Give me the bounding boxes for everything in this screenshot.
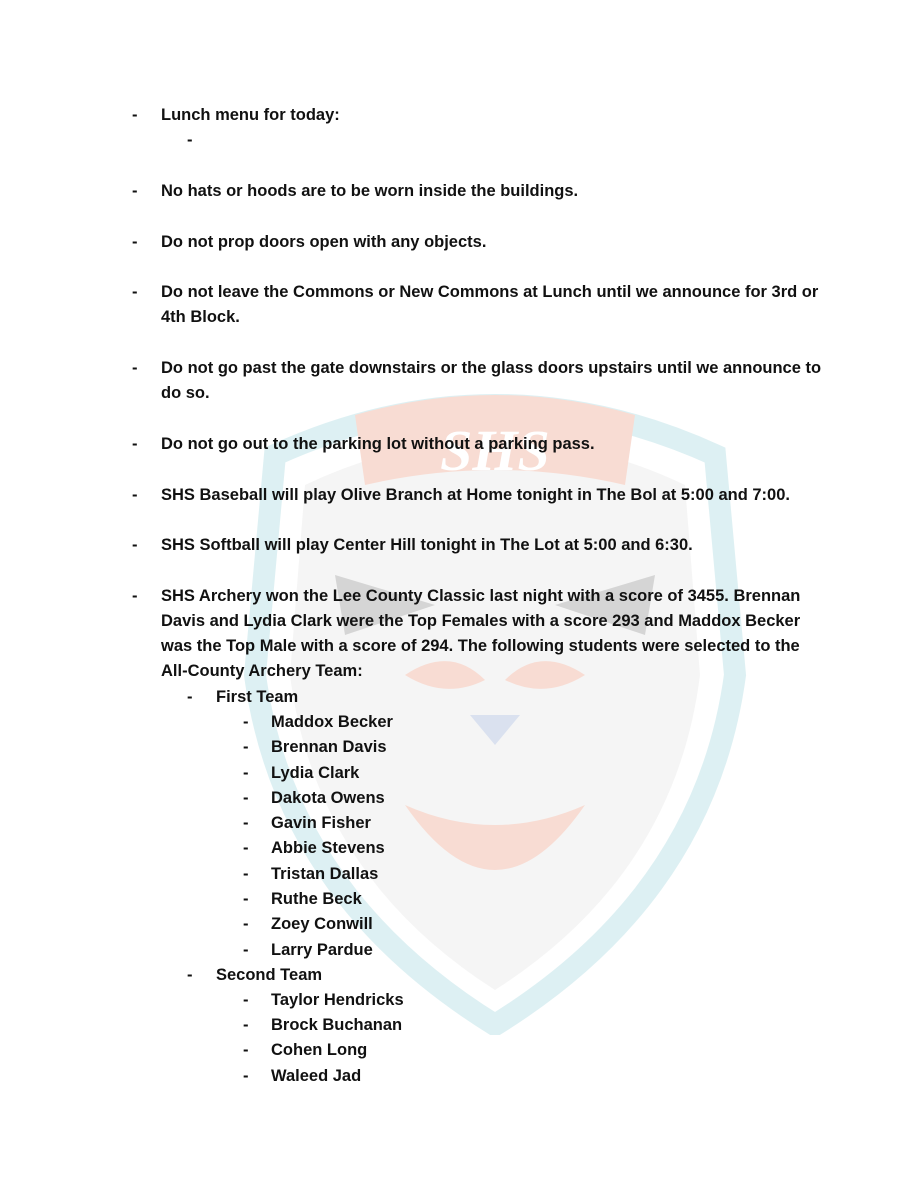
team-member: Abbie Stevens [271, 839, 385, 857]
team-heading-first: First Team [216, 688, 299, 706]
announcement-parking: Do not go out to the parking lot without a parking pass. [161, 435, 595, 453]
team-member: Tristan Dallas [271, 865, 379, 883]
announcement-commons: Do not leave the Commons or New Commons at Lunch until we announce for 3rd or 4th Block. [161, 283, 819, 326]
bullet-dash: - [132, 536, 138, 554]
bullet-dash: - [243, 1016, 249, 1034]
team-member: Lydia Clark [271, 764, 360, 782]
team-member: Gavin Fisher [271, 814, 371, 832]
team-member: Maddox Becker [271, 713, 393, 731]
announcement-softball: SHS Softball will play Center Hill tonight in The Lot at 5:00 and 6:30. [161, 536, 693, 554]
bullet-dash: - [243, 941, 249, 959]
bullet-dash: - [132, 106, 138, 124]
bullet-dash: - [132, 435, 138, 453]
announcement-archery: SHS Archery won the Lee County Classic last night with a score of 3455. Brennan Davis and Lydia Clark were the Top Females with a score 293 and Maddox Becker was the Top Male with a score of 294. The following students were selected to the All-County Archery Team: [161, 587, 801, 680]
team-member: Brennan Davis [271, 738, 387, 756]
bullet-dash: - [243, 890, 249, 908]
announcement-gate: Do not go past the gate downstairs or the glass doors upstairs until we announce to do so. [161, 359, 822, 402]
bullet-dash: - [243, 865, 249, 883]
bullet-dash: - [132, 233, 138, 251]
bullet-dash: - [187, 688, 193, 706]
team-member: Larry Pardue [271, 941, 373, 959]
bullet-dash: - [243, 789, 249, 807]
bullet-dash: - [132, 486, 138, 504]
bullet-dash: - [243, 991, 249, 1009]
team-member: Zoey Conwill [271, 915, 373, 933]
team-heading-second: Second Team [216, 966, 323, 984]
bullet-dash: - [132, 359, 138, 377]
announcement-baseball: SHS Baseball will play Olive Branch at Home tonight in The Bol at 5:00 and 7:00. [161, 486, 790, 504]
bullet-dash: - [243, 1041, 249, 1059]
announcement-lunch: Lunch menu for today: [161, 106, 340, 124]
bullet-dash: - [243, 1067, 249, 1085]
bullet-dash: - [243, 764, 249, 782]
announcement-hats: No hats or hoods are to be worn inside the buildings. [161, 182, 579, 200]
bullet-dash: - [243, 738, 249, 756]
team-member: Brock Buchanan [271, 1016, 403, 1034]
team-member: Waleed Jad [271, 1067, 362, 1085]
team-member: Ruthe Beck [271, 890, 362, 908]
bullet-dash: - [132, 283, 138, 301]
announcement-doors: Do not prop doors open with any objects. [161, 233, 487, 251]
team-member: Cohen Long [271, 1041, 368, 1059]
bullet-dash: - [132, 182, 138, 200]
bullet-dash: - [132, 587, 138, 605]
team-member: Taylor Hendricks [271, 991, 404, 1009]
bullet-dash: - [243, 713, 249, 731]
bullet-dash: - [243, 814, 249, 832]
bullet-dash: - [187, 966, 193, 984]
bullet-dash: - [243, 839, 249, 857]
bullet-dash: - [243, 915, 249, 933]
logo-text: SHS [440, 418, 550, 483]
bullet-dash: - [187, 131, 193, 149]
team-member: Dakota Owens [271, 789, 385, 807]
